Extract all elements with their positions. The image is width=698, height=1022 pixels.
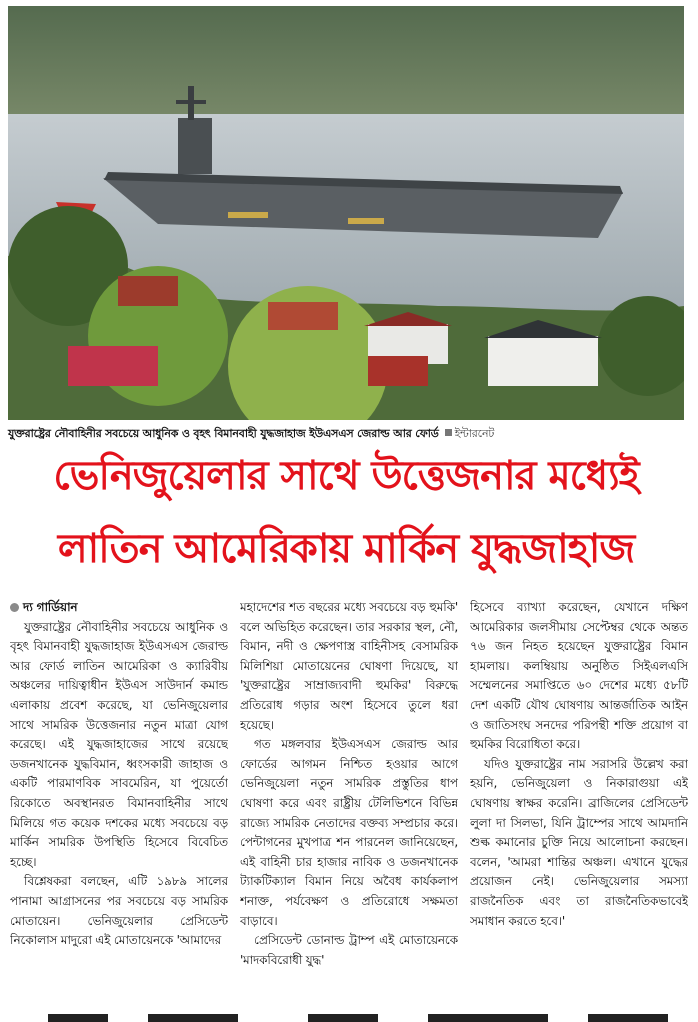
aircraft-carrier-photo: [8, 6, 684, 420]
headline-line-1: ভেনিজুয়েলার সাথে উত্তেজনার মধ্যেই: [53, 453, 639, 499]
news-photo: [8, 6, 684, 420]
next-article-edge: [8, 1012, 684, 1022]
paragraph: যুক্তরাষ্ট্রের নৌবাহিনীর সবচেয়ে আধুনিক ও বৃহৎ বিমানবাহী যুদ্ধজাহাজ ইউএসএস জেরাল্ড আর ফোর্ড লাতিন আমেরিকা ও ক্যারিবীয় অঞ্চলের দায়িত্বাধীন ইউএস সাউদার্ন কমান্ড এলাকায় প্রবেশ করেছে, যা ভেনিজুয়েলার সাথে সামরিক উত্তেজনার নতুন মাত্রা যোগ করেছে। এই যুদ্ধজাহাজের সাথে রয়েছে ডজনখানেক যুদ্ধবিমান, ধ্বংসকারী জাহাজ ও একটি পারমাণবিক সাবমেরিন, যা পুয়ের্তো রিকোতে অবস্থানরত বিমানবাহিনীর সাথে মিলিয়ে গত কয়েক দশকের মধ্যে সবচেয়ে বড় মার্কিন সামরিক উপস্থিতি হিসেবে বিবেচিত হচ্ছে।: [10, 619, 228, 869]
photo-credit: ইন্টারনেট: [454, 427, 495, 440]
paragraph: গত মঙ্গলবার ইউএসএস জেরাল্ড আর ফোর্ডের আগমন নিশ্চিত হওয়ার আগে ভেনিজুয়েলা নতুন সামরিক প্রস্তুতির ধাপ ঘোষণা করে এবং রাষ্ট্রীয় টেলিভিশনে বিভিন্ন রাজ্যে সামরিক নেতাদের বক্তব্য সম্প্রচার করে। পেন্টাগনের মুখপাত্র শন পারনেল জানিয়েছেন, এই বাহিনী চার হাজার নাবিক ও ডজনখানেক ট্যাকটিক্যাল বিমান নিয়ে অবৈধ কার্যকলাপ শনাক্ত, পর্যবেক্ষণ ও প্রতিরোধে সক্ষমতা বাড়াবে।: [240, 737, 458, 928]
photo-caption: [8, 425, 684, 443]
paragraph: হিসেবে ব্যাখ্যা করেছেন, যেখানে দক্ষিণ আমেরিকার জলসীমায় সেপ্টেম্বর থেকে অন্তত ৭৬ জন নিহত হয়েছেন যুক্তরাষ্ট্রের বিমান হামলায়। কলম্বিয়ায় অনুষ্ঠিত সিইএলএসি সম্মেলনের সমাপ্তিতে ৬০ দেশের মধ্যে ৫৮টি দেশ একটি যৌথ ঘোষণায় আন্তর্জাতিক আইন ও জাতিসংঘ সনদের পরিপন্থী শক্তি প্রয়োগ বা হুমকির বিরোধিতা করে।: [470, 600, 688, 752]
byline: [10, 598, 228, 618]
paragraph: মহাদেশের শত বছরের মধ্যে সবচেয়ে বড় হুমকি' বলে অভিহিত করেছেন। তার সরকার স্থল, নৌ, বিমান, নদী ও ক্ষেপণাস্ত্র বাহিনীসহ বেসামরিক মিলিশিয়া মোতায়েনের ঘোষণা দিয়েছে, যা 'যুক্তরাষ্ট্রের সাম্রাজ্যবাদী হুমকির' বিরুদ্ধে প্রতিরোধ গড়ার অংশ হিসেবে তুলে ধরা হয়েছে।: [240, 600, 458, 732]
article-column-1: [10, 598, 228, 1010]
caption-text: যুক্তরাষ্ট্রের নৌবাহিনীর সবচেয়ে আধুনিক ও বৃহৎ বিমানবাহী যুদ্ধজাহাজ ইউএসএস জেরাল্ড আর ফোর্ড: [8, 427, 439, 440]
square-icon: [445, 429, 452, 436]
paragraph: প্রেসিডেন্ট ডোনাল্ড ট্রাম্প এই মোতায়েনকে 'মাদকবিরোধী যুদ্ধ': [240, 933, 458, 967]
article-column-2: [240, 598, 458, 1010]
bullet-icon: [10, 603, 19, 612]
paragraph: বিশ্লেষকরা বলছেন, এটি ১৯৮৯ সালের পানামা আগ্রাসনের পর সবচেয়ে বড় সামরিক মোতায়েন। ভেনিজুয়েলার প্রেসিডেন্ট নিকোলাস মাদুরো এই মোতায়েনকে 'আমাদের: [10, 874, 228, 948]
headline-line-2: লাতিন আমেরিকায় মার্কিন যুদ্ধজাহাজ: [57, 526, 635, 572]
article-column-3: [470, 598, 688, 1010]
paragraph: যদিও যুক্তরাষ্ট্রের নাম সরাসরি উল্লেখ করা হয়নি, ভেনিজুয়েলা ও নিকারাগুয়া এই ঘোষণায় স্বাক্ষর করেনি। ব্রাজিলের প্রেসিডেন্ট লুলা দা সিলভা, যিনি ট্রাম্পের সাথে আমদানি শুল্ক কমানোর চুক্তি নিয়ে আলোচনা করছেন। বলেন, 'আমরা শান্তির অঞ্চল। এখানে যুদ্ধের প্রয়োজন নেই। ভেনিজুয়েলার সমস্যা রাজনৈতিক এবং তা রাজনৈতিকভাবেই সমাধান করতে হবে।': [470, 756, 688, 928]
byline-text: দ্য গার্ডিয়ান: [23, 600, 78, 614]
